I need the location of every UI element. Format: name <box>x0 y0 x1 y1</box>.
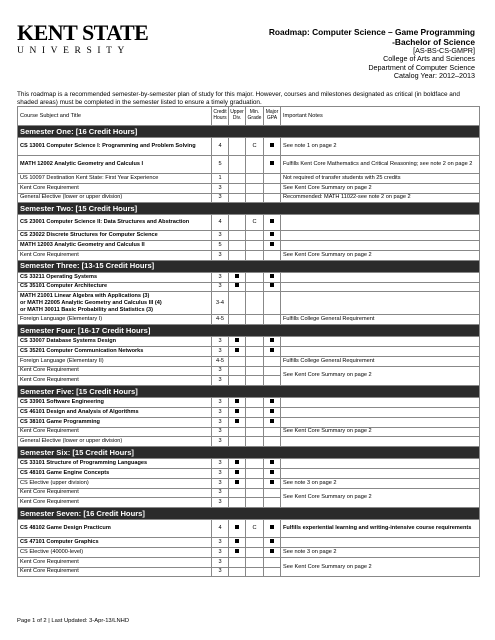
course-name: CS 33211 Operating Systems <box>18 272 212 282</box>
min-grade: C <box>246 520 264 538</box>
semester-title: Semester One: [16 Credit Hours] <box>18 126 480 138</box>
major-gpa-marker <box>270 143 274 147</box>
table-row <box>18 437 480 447</box>
table-row <box>18 215 480 231</box>
credit-hours: 4-5 <box>212 315 229 325</box>
course-name: CS Elective (upper division) <box>18 478 212 488</box>
table-row <box>18 138 480 156</box>
roadmap-table <box>17 106 480 577</box>
course-name: Kent Core Requirement <box>18 488 212 498</box>
credit-hours: 3 <box>212 547 229 557</box>
course-name: Kent Core Requirement <box>18 250 212 260</box>
course-note: Not required of transfer students with 25 credits <box>281 174 480 184</box>
course-name: Kent Core Requirement <box>18 183 212 193</box>
credit-hours: 3 <box>212 376 229 386</box>
credit-hours: 5 <box>212 156 229 174</box>
major-gpa-marker <box>270 525 274 529</box>
major-gpa-marker <box>270 549 274 553</box>
table-row <box>18 366 480 376</box>
credit-hours: 3 <box>212 366 229 376</box>
col-major-gpa: Major GPA <box>264 107 281 126</box>
table-row <box>18 315 480 325</box>
upper-division-marker <box>235 539 239 543</box>
upper-division-marker <box>235 348 239 352</box>
major-gpa-marker <box>270 419 274 423</box>
program-code: [AS-BS-CS-GMPR] <box>413 46 475 55</box>
credit-hours: 3 <box>212 478 229 488</box>
semester-header <box>18 386 480 398</box>
course-name: CS 23001 Computer Science II: Data Structures and Abstraction <box>18 215 212 231</box>
course-note: See Kent Core Summary on page 2 <box>281 183 480 193</box>
course-note: Fulfills College General Requirement <box>281 315 480 325</box>
table-row <box>18 282 480 292</box>
upper-division-marker <box>235 338 239 342</box>
kent-state-logo <box>17 20 149 56</box>
credit-hours: 3 <box>212 407 229 417</box>
major-gpa-marker <box>270 232 274 236</box>
page-title: Roadmap: Computer Science – Game Programming <box>268 27 475 37</box>
semester-header <box>18 126 480 138</box>
col-course: Course Subject and Title <box>18 107 212 126</box>
table-row <box>18 156 480 174</box>
table-row <box>18 459 480 469</box>
table-row <box>18 231 480 241</box>
course-name: CS 13001 Computer Science I: Programming and Problem Solving <box>18 138 212 156</box>
table-row <box>18 250 480 260</box>
course-note: See Kent Core Summary on page 2 <box>281 250 480 260</box>
credit-hours: 3 <box>212 346 229 356</box>
course-name: CS 33101 Structure of Programming Languages <box>18 459 212 469</box>
course-note: See Kent Core Summary on page 2 <box>281 557 480 577</box>
course-name <box>18 292 212 315</box>
course-name: CS 23022 Discrete Structures for Computer Science <box>18 231 212 241</box>
table-row <box>18 272 480 282</box>
major-gpa-marker <box>270 480 274 484</box>
table-row <box>18 538 480 548</box>
major-gpa-marker <box>270 399 274 403</box>
course-name: CS 35101 Computer Architecture <box>18 282 212 292</box>
credit-hours: 3 <box>212 231 229 241</box>
upper-division-marker <box>235 409 239 413</box>
course-name: Kent Core Requirement <box>18 567 212 577</box>
course-note: See Kent Core Summary on page 2 <box>281 488 480 508</box>
course-name: CS 33007 Database Systems Design <box>18 337 212 347</box>
major-gpa-marker <box>270 539 274 543</box>
semester-header <box>18 325 480 337</box>
upper-division-marker <box>235 480 239 484</box>
table-row <box>18 241 480 251</box>
course-name: CS 48101 Game Engine Concepts <box>18 468 212 478</box>
table-row <box>18 183 480 193</box>
course-name: CS 48102 Game Design Practicum <box>18 520 212 538</box>
table-row <box>18 520 480 538</box>
intro-text: This roadmap is a recommended semester-by-semester plan of study for this major. However, courses and milestones designated as critical (in boldface and shaded areas) must be completed in the semester listed to ensure a timely graduation. <box>17 91 460 106</box>
credit-hours: 3 <box>212 498 229 508</box>
table-row <box>18 478 480 488</box>
document-header <box>175 28 475 81</box>
table-row <box>18 292 480 315</box>
course-name: Foreign Language (Elementary II) <box>18 356 212 366</box>
course-name: CS Elective (40000-level) <box>18 547 212 557</box>
credit-hours: 3 <box>212 282 229 292</box>
semester-title: Semester Three: [13-15 Credit Hours] <box>18 260 480 272</box>
credit-hours: 3 <box>212 272 229 282</box>
course-option-1: MATH 21001 Linear Algebra with Applications (3) <box>20 292 150 299</box>
course-name: CS 38101 Game Programming <box>18 417 212 427</box>
upper-division-marker <box>235 419 239 423</box>
table-row <box>18 193 480 203</box>
credit-hours: 3 <box>212 398 229 408</box>
course-note: See Kent Core Summary on page 2 <box>281 427 480 437</box>
course-option-3: or MATH 30011 Basic Probability and Statistics (3) <box>20 306 153 313</box>
course-name: CS 47101 Computer Graphics <box>18 538 212 548</box>
department-name: Department of Computer Science <box>368 62 475 72</box>
upper-division-marker <box>235 274 239 278</box>
semester-header <box>18 508 480 520</box>
credit-hours: 3 <box>212 468 229 478</box>
semester-title: Semester Six: [15 Credit Hours] <box>18 447 480 459</box>
course-note: See Kent Core Summary on page 2 <box>281 366 480 386</box>
credit-hours: 3 <box>212 567 229 577</box>
course-name: CS 46101 Design and Analysis of Algorithms <box>18 407 212 417</box>
course-name: Kent Core Requirement <box>18 557 212 567</box>
table-row <box>18 488 480 498</box>
semester-header <box>18 203 480 215</box>
course-note: Fulfills College General Requirement <box>281 356 480 366</box>
course-name: General Elective (lower or upper division) <box>18 437 212 447</box>
credit-hours: 3 <box>212 459 229 469</box>
major-gpa-marker <box>270 460 274 464</box>
page-title-degree: -Bachelor of Science <box>392 36 475 47</box>
table-row <box>18 346 480 356</box>
course-note: Fulfills Kent Core Mathematics and Critical Reasoning; see note 2 on page 2 <box>281 156 480 174</box>
upper-division-marker <box>235 549 239 553</box>
logo-wordmark: KENT STATE <box>17 20 149 45</box>
college-name: College of Arts and Sciences <box>383 54 475 64</box>
col-upper: Upper Div. <box>229 107 246 126</box>
col-credit: Credit Hours <box>212 107 229 126</box>
table-row <box>18 557 480 567</box>
upper-division-marker <box>235 470 239 474</box>
table-row <box>18 337 480 347</box>
catalog-year: Catalog Year: 2012–2013 <box>393 71 475 81</box>
credit-hours: 3 <box>212 437 229 447</box>
credit-hours: 3-4 <box>212 292 229 315</box>
col-min-grade: Min. Grade <box>246 107 264 126</box>
course-name: MATH 12003 Analytic Geometry and Calculus II <box>18 241 212 251</box>
min-grade: C <box>246 215 264 231</box>
major-gpa-marker <box>270 409 274 413</box>
semester-title: Semester Two: [15 Credit Hours] <box>18 203 480 215</box>
course-note: See note 1 on page 2 <box>281 138 480 156</box>
page-footer: Page 1 of 2 | Last Updated: 3-Apr-13/LNHD <box>17 618 130 624</box>
table-row <box>18 356 480 366</box>
credit-hours: 3 <box>212 488 229 498</box>
table-row <box>18 417 480 427</box>
table-row <box>18 547 480 557</box>
course-note: Recommended: MATH 11022-see note 2 on page 2 <box>281 193 480 203</box>
major-gpa-marker <box>270 283 274 287</box>
table-header-row <box>18 107 480 126</box>
semester-title: Semester Seven: [16 Credit Hours] <box>18 508 480 520</box>
course-name: US 10097 Destination Kent State: First Year Experience <box>18 174 212 184</box>
course-name: CS 33901 Software Engineering <box>18 398 212 408</box>
major-gpa-marker <box>270 242 274 246</box>
course-name: Kent Core Requirement <box>18 498 212 508</box>
course-name: Kent Core Requirement <box>18 366 212 376</box>
table-row <box>18 398 480 408</box>
credit-hours: 5 <box>212 241 229 251</box>
table-row <box>18 407 480 417</box>
semester-title: Semester Four: [16-17 Credit Hours] <box>18 325 480 337</box>
major-gpa-marker <box>270 338 274 342</box>
semester-header <box>18 447 480 459</box>
credit-hours: 3 <box>212 250 229 260</box>
semester-title: Semester Five: [15 Credit Hours] <box>18 386 480 398</box>
credit-hours: 4 <box>212 138 229 156</box>
credit-hours: 4 <box>212 520 229 538</box>
semester-header <box>18 260 480 272</box>
table-row <box>18 468 480 478</box>
major-gpa-marker <box>270 348 274 352</box>
credit-hours: 3 <box>212 557 229 567</box>
course-note: See note 3 on page 2 <box>281 547 480 557</box>
course-name: General Elective (lower or upper division) <box>18 193 212 203</box>
upper-division-marker <box>235 525 239 529</box>
credit-hours: 3 <box>212 538 229 548</box>
major-gpa-marker <box>270 161 274 165</box>
upper-division-marker <box>235 283 239 287</box>
table-row <box>18 174 480 184</box>
major-gpa-marker <box>270 219 274 223</box>
course-name: Kent Core Requirement <box>18 376 212 386</box>
course-name: MATH 12002 Analytic Geometry and Calculus I <box>18 156 212 174</box>
course-name: Foreign Language (Elementary I) <box>18 315 212 325</box>
logo-subtitle: UNIVERSITY <box>17 46 130 56</box>
course-option-2: or MATH 22005 Analytic Geometry and Calculus III (4) <box>20 299 162 306</box>
credit-hours: 3 <box>212 337 229 347</box>
course-name: Kent Core Requirement <box>18 427 212 437</box>
credit-hours: 3 <box>212 183 229 193</box>
min-grade: C <box>246 138 264 156</box>
major-gpa-marker <box>270 274 274 278</box>
credit-hours: 3 <box>212 193 229 203</box>
credit-hours: 3 <box>212 427 229 437</box>
table-row <box>18 427 480 437</box>
major-gpa-marker <box>270 470 274 474</box>
course-note: Fulfills experiential learning and writing-intensive course requirements <box>281 520 480 538</box>
credit-hours: 4-5 <box>212 356 229 366</box>
col-notes: Important Notes <box>281 107 480 126</box>
credit-hours: 3 <box>212 417 229 427</box>
upper-division-marker <box>235 399 239 403</box>
course-note: See note 3 on page 2 <box>281 478 480 488</box>
credit-hours: 4 <box>212 215 229 231</box>
course-name: CS 35201 Computer Communication Networks <box>18 346 212 356</box>
credit-hours: 1 <box>212 174 229 184</box>
upper-division-marker <box>235 460 239 464</box>
